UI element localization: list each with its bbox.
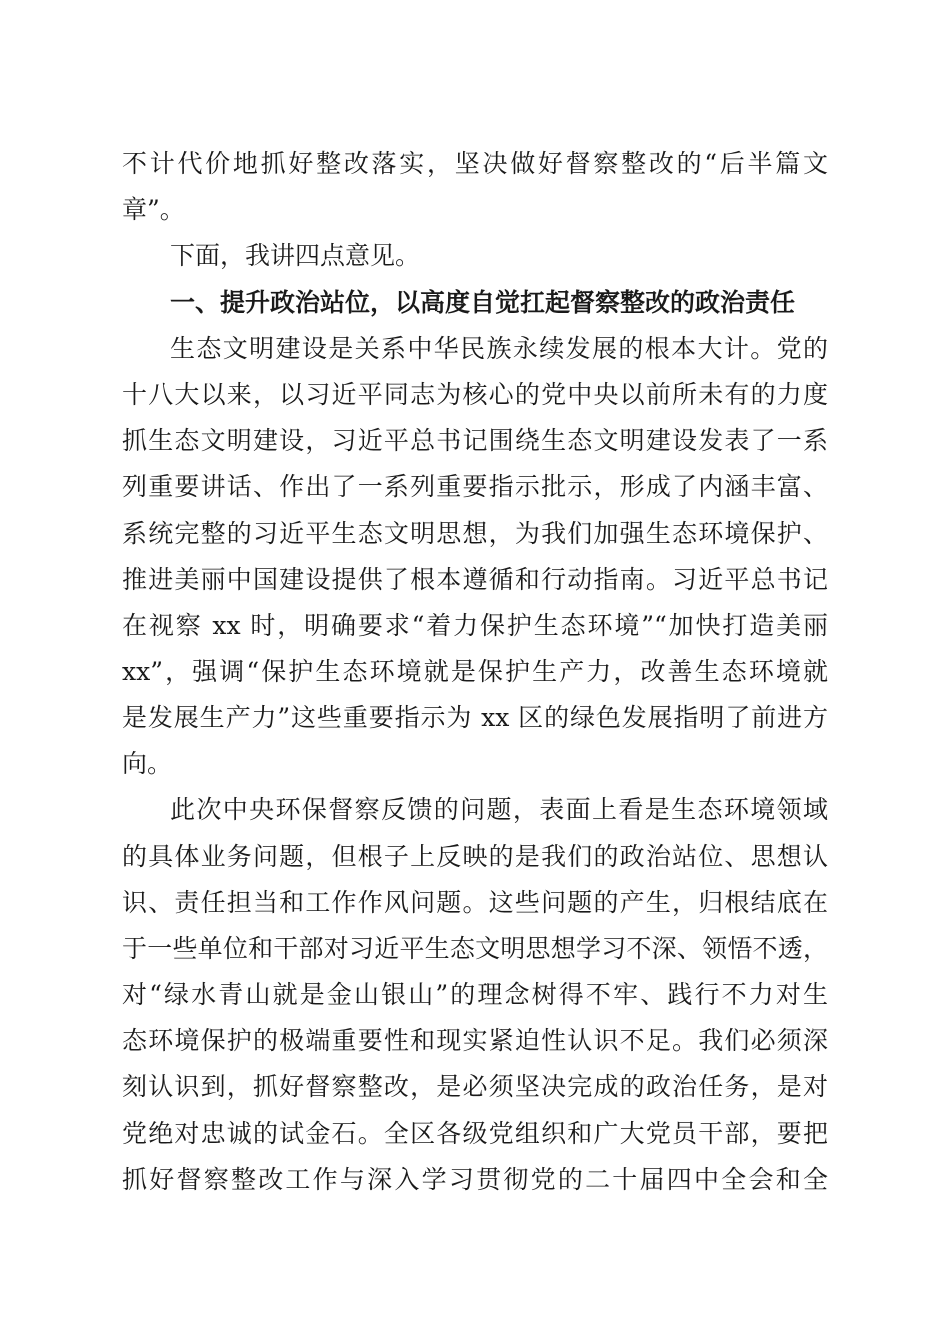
section-heading: 一、提升政治站位，以高度自觉扛起督察整改的政治责任: [170, 288, 796, 317]
paragraph-line: 对“绿水青山就是金山银山”的理念树得不牢、践行不力对生: [122, 980, 828, 1009]
paragraph-line: 党绝对忠诚的试金石。全区各级党组织和广大党员干部，要把: [122, 1119, 828, 1148]
paragraph-line: 列重要讲话、作出了一系列重要指示批示，形成了内涵丰富、: [122, 472, 828, 501]
paragraph-line: 下面，我讲四点意见。: [170, 241, 421, 270]
paragraph-line: 生态文明建设是关系中华民族永续发展的根本大计。党的: [170, 334, 828, 363]
paragraph-line: 是发展生产力”这些重要指示为 xx 区的绿色发展指明了前进方: [122, 703, 828, 732]
paragraph-line: 刻认识到，抓好督察整改，是必须坚决完成的政治任务，是对: [122, 1072, 828, 1101]
paragraph-line: 态环境保护的极端重要性和现实紧迫性认识不足。我们必须深: [122, 1026, 828, 1055]
paragraph-line: 十八大以来，以习近平同志为核心的党中央以前所未有的力度: [122, 380, 828, 409]
paragraph-line: 抓好督察整改工作与深入学习贯彻党的二十届四中全会和全: [122, 1165, 828, 1194]
paragraph-line: 的具体业务问题，但根子上反映的是我们的政治站位、思想认: [122, 842, 828, 871]
paragraph-line: 在视察 xx 时，明确要求“着力保护生态环境”“加快打造美丽: [122, 611, 828, 640]
paragraph-line: 识、责任担当和工作作风问题。这些问题的产生，归根结底在: [122, 888, 828, 917]
paragraph-line: 章”。: [122, 195, 185, 224]
paragraph-line: 于一些单位和干部对习近平生态文明思想学习不深、领悟不透，: [122, 934, 828, 963]
paragraph-line: 抓生态文明建设，习近平总书记围绕生态文明建设发表了一系: [122, 426, 828, 455]
paragraph-line: xx”，强调“保护生态环境就是保护生产力，改善生态环境就: [122, 657, 828, 686]
paragraph-line: 向。: [122, 749, 173, 778]
paragraph-line: 推进美丽中国建设提供了根本遵循和行动指南。习近平总书记: [122, 565, 828, 594]
paragraph-line: 系统完整的习近平生态文明思想，为我们加强生态环境保护、: [122, 519, 828, 548]
paragraph-line: 不计代价地抓好整改落实，坚决做好督察整改的“后半篇文: [122, 149, 828, 178]
paragraph-line: 此次中央环保督察反馈的问题，表面上看是生态环境领域: [170, 795, 828, 824]
